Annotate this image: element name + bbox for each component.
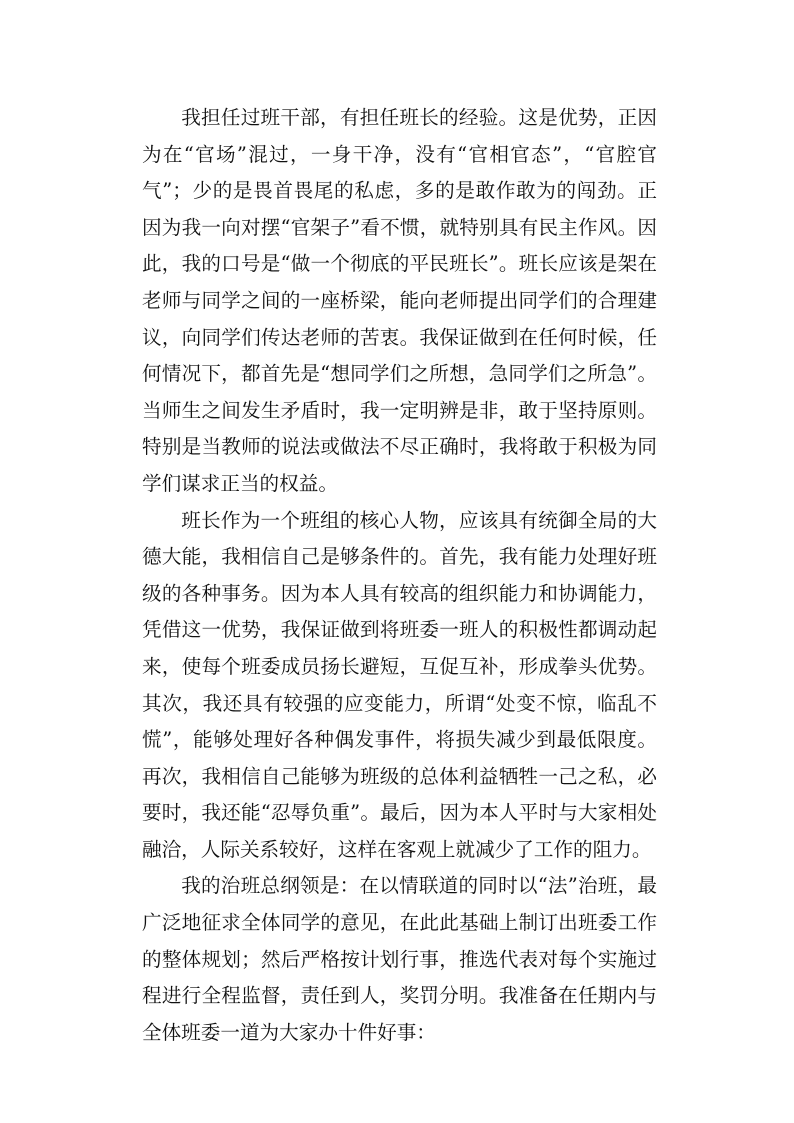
paragraph-2: 班长作为一个班组的核心人物，应该具有统御全局的大德大能，我相信自己是够条件的。首先，我有能力处理好班级的各种事务。因为本人具有较高的组织能力和协调能力，凭借这一优势，我保证做到将班委一班人的积极性都调动起来，使每个班委成员扬长避短，互促互补，形成拳头优势。其次，我还具有较强的应变能力，所谓“处变不惊，临乱不慌”，能够处理好各种偶发事件，将损失减少到最低限度。再次，我相信自己能够为班级的总体利益牺牲一己之私，必要时，我还能“忍辱负重”。最后，因为本人平时与大家相处融洽，人际关系较好，这样在客观上就减少了工作的阻力。 (142, 508, 657, 861)
paragraph-1: 我担任过班干部，有担任班长的经验。这是优势，正因为在“官场”混过，一身干净，没有“官相官态”，“官腔官气”；少的是畏首畏尾的私虑，多的是敢作敢为的闯劲。正因为我一向对摆“官架子”看不惯，就特别具有民主作风。因此，我的口号是“做一个彻底的平民班长”。班长应该是架在老师与同学之间的一座桥梁，能向老师提出同学们的合理建议，向同学们传达老师的苦衷。我保证做到在任何时候，任何情况下，都首先是“想同学们之所想，急同学们之所急”。当师生之间发生矛盾时，我一定明辨是非，敢于坚持原则。特别是当教师的说法或做法不尽正确时，我将敢于积极为同学们谋求正当的权益。 (142, 106, 657, 495)
paragraph-3: 我的治班总纲领是：在以情联道的同时以“法”治班，最广泛地征求全体同学的意见，在此此基础上制订出班委工作的整体规划；然后严格按计划行事，推选代表对每个实施过程进行全程监督，责任到人，奖罚分明。我准备在任期内与全体班委一道为大家办十件好事： (142, 874, 657, 1044)
document-body (142, 100, 657, 1051)
